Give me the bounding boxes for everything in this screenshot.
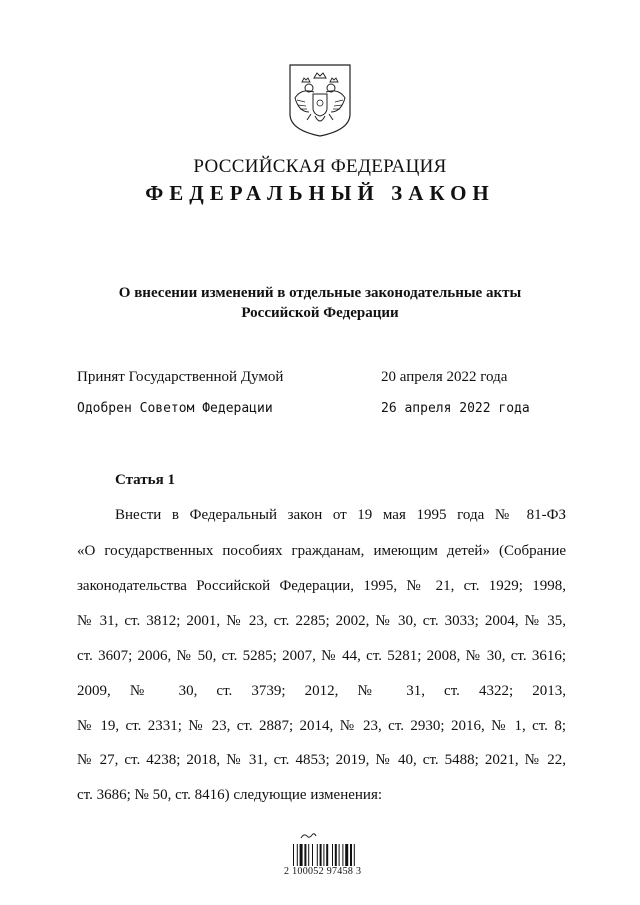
adopted-by-duma-label: Принят Государственной Думой: [77, 369, 284, 385]
article-text-line: 2009, № 30, ст. 3739; 2012, № 31, ст. 4322; 2013,: [77, 683, 566, 699]
barcode-digits: 2 100052 97458 3: [284, 866, 362, 877]
law-type-heading: ФЕДЕРАЛЬНЫЙ ЗАКОН: [145, 181, 495, 205]
adopted-by-duma-date: 20 апреля 2022 года: [381, 369, 508, 385]
approved-by-council-label: Одобрен Советом Федерации: [77, 401, 273, 416]
law-title-line: Российской Федерации: [241, 305, 399, 321]
article-text-line: ст. 3686; № 50, ст. 8416) следующие изменения:: [77, 787, 383, 803]
article-text-line: № 19, ст. 2331; № 23, ст. 2887; 2014, № 23, ст. 2930; 2016, № 1, ст. 8;: [77, 718, 566, 734]
approved-by-council-date: 26 апреля 2022 года: [381, 401, 530, 416]
law-title: [0, 283, 640, 323]
law-title-line: О внесении изменений в отдельные законодательные акты: [118, 285, 522, 301]
article-heading: Статья 1: [115, 472, 175, 488]
article-text-line: законодательства Российской Федерации, 1995, № 21, ст. 1929; 1998,: [77, 578, 566, 594]
article-text-line: Внести в Федеральный закон от 19 мая 1995 года № 81-ФЗ: [115, 507, 566, 523]
article-text-line: № 27, ст. 4238; 2018, № 31, ст. 4853; 2019, № 40, ст. 5488; 2021, № 22,: [77, 752, 566, 768]
article-text-line: «О государственных пособиях гражданам, имеющим детей» (Собрание: [77, 543, 566, 559]
article-text-line: № 31, ст. 3812; 2001, № 23, ст. 2285; 2002, № 30, ст. 3033; 2004, № 35,: [77, 613, 566, 629]
country-heading: РОССИЙСКАЯ ФЕДЕРАЦИЯ: [193, 156, 447, 177]
coat-of-arms-icon: [287, 62, 353, 138]
article-text-line: ст. 3607; 2006, № 50, ст. 5285; 2007, № 44, ст. 5281; 2008, № 30, ст. 3616;: [77, 648, 566, 664]
